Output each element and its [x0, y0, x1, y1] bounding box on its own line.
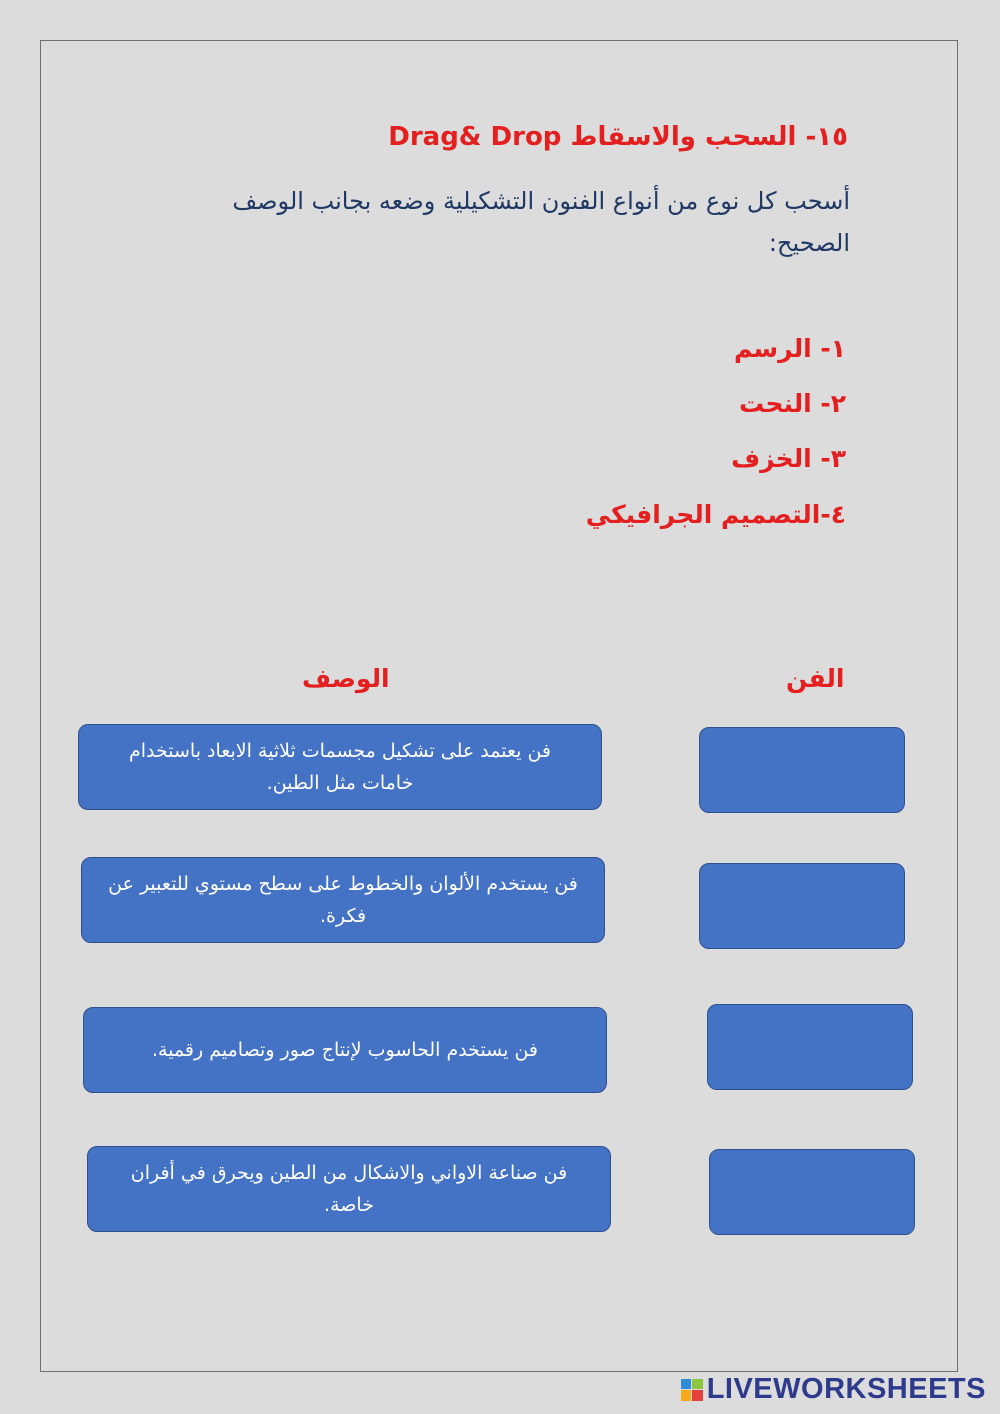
description-text: فن يستخدم الحاسوب لإنتاج صور وتصاميم رقمية. — [151, 1039, 539, 1061]
description-box — [87, 1146, 611, 1232]
column-header-description: الوصف — [302, 664, 390, 693]
drop-zone[interactable] — [699, 727, 905, 813]
brand-name: LIVEWORKSHEETS — [706, 1373, 986, 1405]
drop-zone[interactable] — [699, 863, 905, 949]
instructions: أسحب كل نوع من أنواع الفنون التشكيلية وضعه بجانب الوصف الصحيح: — [232, 187, 850, 257]
drop-zone[interactable] — [707, 1004, 913, 1090]
drop-zone[interactable] — [709, 1149, 915, 1235]
art-item-painting[interactable]: ١- الرسم — [733, 334, 846, 363]
art-item-sculpture[interactable]: ٢- النحت — [739, 389, 846, 418]
liveworksheets-brand — [681, 1373, 986, 1406]
art-item-ceramics[interactable]: ٣- الخزف — [731, 444, 846, 473]
liveworksheets-logo-icon — [681, 1379, 703, 1401]
description-box — [83, 1007, 607, 1093]
description-text: فن يستخدم الألوان والخطوط على سطح مستوي للتعبير عن فكرة. — [108, 873, 578, 927]
description-box — [78, 724, 602, 810]
exercise-title: ١٥- السحب والاسقاط Drag& Drop — [388, 122, 848, 152]
art-item-graphic-design[interactable]: ٤-التصميم الجرافيكي — [585, 500, 846, 529]
description-text: فن صناعة الاواني والاشكال من الطين ويحرق في أفران خاصة. — [130, 1162, 568, 1216]
description-text: فن يعتمد على تشكيل مجسمات ثلاثية الابعاد باستخدام خامات مثل الطين. — [129, 740, 551, 794]
description-box — [81, 857, 605, 943]
column-header-art: الفن — [786, 664, 845, 693]
